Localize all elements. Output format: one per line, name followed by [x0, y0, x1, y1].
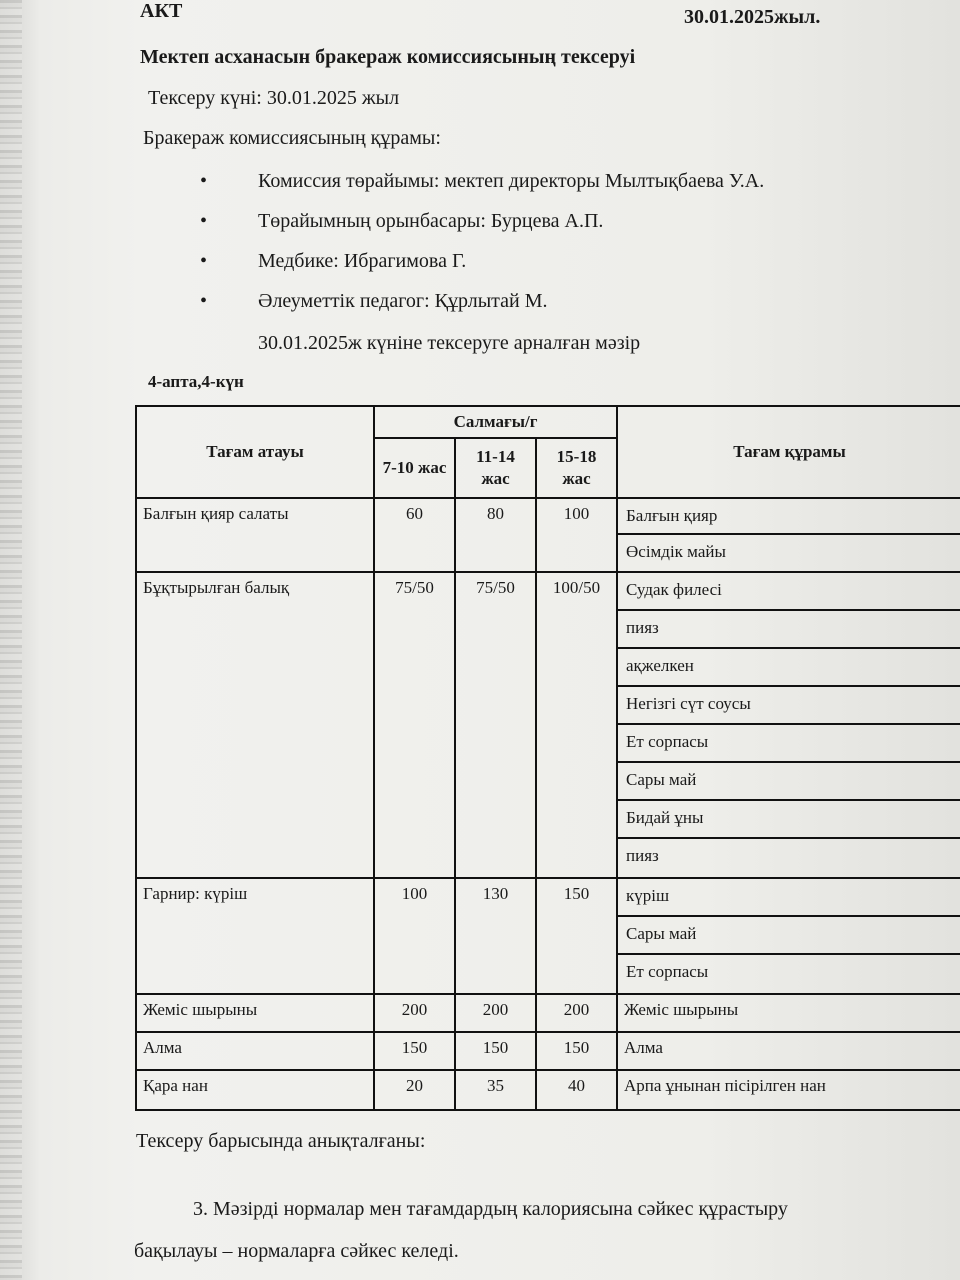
- table-row: [136, 1032, 960, 1070]
- weight-11-14: 80: [455, 498, 536, 572]
- ingredient: Негізгі сүт соусы: [618, 687, 960, 725]
- doc-type: АКТ: [140, 0, 183, 22]
- ingredient: күріш: [618, 879, 960, 917]
- ingredient: Ет сорпасы: [626, 962, 709, 981]
- weight-7-10: 60: [374, 498, 455, 572]
- weight-15-18: 150: [536, 878, 617, 994]
- weight-15-18: 40: [536, 1070, 617, 1110]
- findings-heading: Тексеру барысында анықталғаны:: [136, 1130, 426, 1152]
- finding-item-cont: бақылауы – нормаларға сәйкес келеді.: [134, 1240, 459, 1262]
- finding-item: 3. Мәзірді нормалар мен тағамдардың калориясына сәйкес құрастыру: [193, 1198, 788, 1220]
- commission-member: Әлеуметтік педагог: Құрлытай М.: [258, 290, 548, 312]
- table-row: [136, 1070, 960, 1110]
- dish-name: Балғын қияр салаты: [136, 498, 374, 572]
- weight-11-14: 150: [455, 1032, 536, 1070]
- commission-member: Төрайымның орынбасары: Бурцева А.П.: [258, 210, 604, 232]
- weight-11-14: 130: [455, 878, 536, 994]
- ingredient: Ет сорпасы: [618, 725, 960, 763]
- check-date: Тексеру күні: 30.01.2025 жыл: [148, 87, 400, 109]
- menu-week-day: 4-апта,4-күн: [148, 372, 244, 391]
- weight-7-10: 150: [374, 1032, 455, 1070]
- menu-table: [135, 405, 960, 1111]
- ingredient: пияз: [626, 846, 659, 865]
- bullet: •: [200, 290, 208, 312]
- bullet: •: [200, 170, 208, 192]
- table-row: [136, 572, 960, 878]
- table-row: [136, 878, 960, 994]
- composition-cell: [617, 878, 960, 994]
- ingredient: Жеміс шырыны: [617, 994, 960, 1032]
- header-age-11-14: 11-14 жас: [455, 438, 536, 498]
- composition-cell: [617, 572, 960, 878]
- table-row: [136, 498, 960, 572]
- ingredient: ақжелкен: [618, 649, 960, 687]
- weight-11-14: 35: [455, 1070, 536, 1110]
- weight-7-10: 75/50: [374, 572, 455, 878]
- bullet: •: [200, 210, 208, 232]
- header-age-7-10: 7-10 жас: [374, 438, 455, 498]
- bullet: •: [200, 250, 208, 272]
- scan-edge: [0, 0, 22, 1280]
- commission-member: Медбике: Ибрагимова Г.: [258, 250, 467, 272]
- weight-11-14: 200: [455, 994, 536, 1032]
- menu-heading: 30.01.2025ж күніне тексеруге арналған мәзір: [258, 332, 641, 354]
- weight-11-14: 75/50: [455, 572, 536, 878]
- commission-heading: Бракераж комиссиясының құрамы:: [143, 127, 441, 149]
- weight-15-18: 100/50: [536, 572, 617, 878]
- doc-date: 30.01.2025жыл.: [684, 6, 821, 28]
- header-age-15-18: 15-18 жас: [536, 438, 617, 498]
- dish-name: Қара нан: [136, 1070, 374, 1110]
- doc-title: Мектеп асханасын бракераж комиссиясының тексеруі: [140, 46, 636, 68]
- ingredient: Арпа ұнынан пісірілген нан: [617, 1070, 960, 1110]
- ingredient: Балғын қияр: [618, 499, 960, 535]
- header-weight: Салмағы/г: [374, 406, 617, 438]
- ingredient: Сары май: [618, 917, 960, 955]
- table-row: [136, 994, 960, 1032]
- weight-15-18: 150: [536, 1032, 617, 1070]
- weight-15-18: 100: [536, 498, 617, 572]
- ingredient: Алма: [617, 1032, 960, 1070]
- header-dish-name: Тағам атауы: [136, 406, 374, 498]
- ingredient: Өсімдік майы: [626, 542, 726, 561]
- commission-member: Комиссия төрайымы: мектеп директоры Мылтықбаева У.А.: [258, 170, 765, 192]
- header-composition: Тағам құрамы: [617, 406, 960, 498]
- ingredient: Судак филесі: [618, 573, 960, 611]
- ingredient: Бидай ұны: [618, 801, 960, 839]
- weight-7-10: 20: [374, 1070, 455, 1110]
- weight-7-10: 200: [374, 994, 455, 1032]
- dish-name: Бұқтырылған балық: [136, 572, 374, 878]
- dish-name: Гарнир: күріш: [136, 878, 374, 994]
- ingredient: пияз: [618, 611, 960, 649]
- composition-cell: [617, 498, 960, 572]
- weight-15-18: 200: [536, 994, 617, 1032]
- weight-7-10: 100: [374, 878, 455, 994]
- dish-name: Жеміс шырыны: [136, 994, 374, 1032]
- ingredient: Сары май: [618, 763, 960, 801]
- dish-name: Алма: [136, 1032, 374, 1070]
